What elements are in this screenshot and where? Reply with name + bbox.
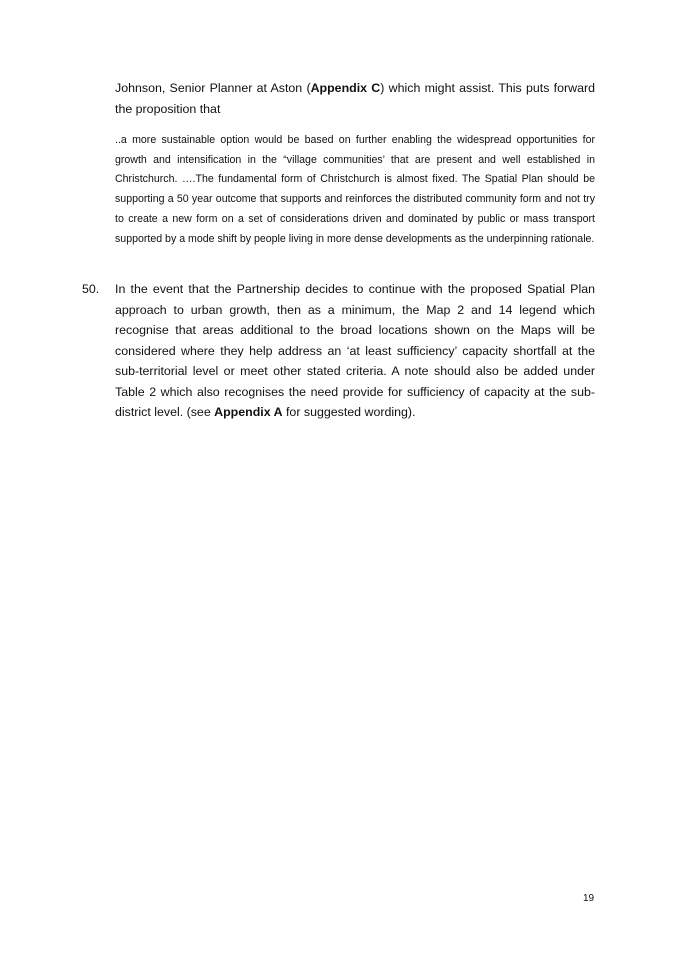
quoted-passage <box>115 131 595 249</box>
paragraph-number: 50. <box>82 282 100 296</box>
intro-text-end: ) which might assist. This puts forward the proposition that <box>115 81 595 116</box>
quote-text: ..a more sustainable option would be based on further enabling the widespread opportunities for growth and intensification in the “village communities’ that are present and well established in Christchurch. ….The fundamental form of Christchurch is almost fixed. The Spatial Plan should be supporting a 50 year outcome that supports and reinforces the distributed community form and not try to create a new form on a set of considerations driven and dominated by public or mass transport supported by a mode shift by people living in more dense developments as the underpinning rationale. <box>115 134 595 245</box>
intro-paragraph <box>115 78 595 120</box>
page-number: 19 <box>583 893 595 904</box>
paragraph-50-text-start: In the event that the Partnership decides to continue with the proposed Spatial Plan approach to urban growth, then as a minimum, the Map 2 and 14 legend which recognise that areas additional to the broad locations shown on the Maps will be considered where they help address an ‘at least sufficiency’ capacity shortfall at the sub-territorial level or meet other stated criteria. A note should also be added under Table 2 which also recognises the need provide for sufficiency of capacity at the sub-district level. (see <box>115 282 595 419</box>
intro-text-start: Johnson, Senior Planner at Aston ( <box>115 81 311 95</box>
paragraph-50-text-end: for suggested wording). <box>282 405 416 419</box>
paragraph-50 <box>115 279 595 423</box>
appendix-a-reference: Appendix A <box>214 405 283 419</box>
appendix-c-reference: Appendix C <box>310 81 381 95</box>
